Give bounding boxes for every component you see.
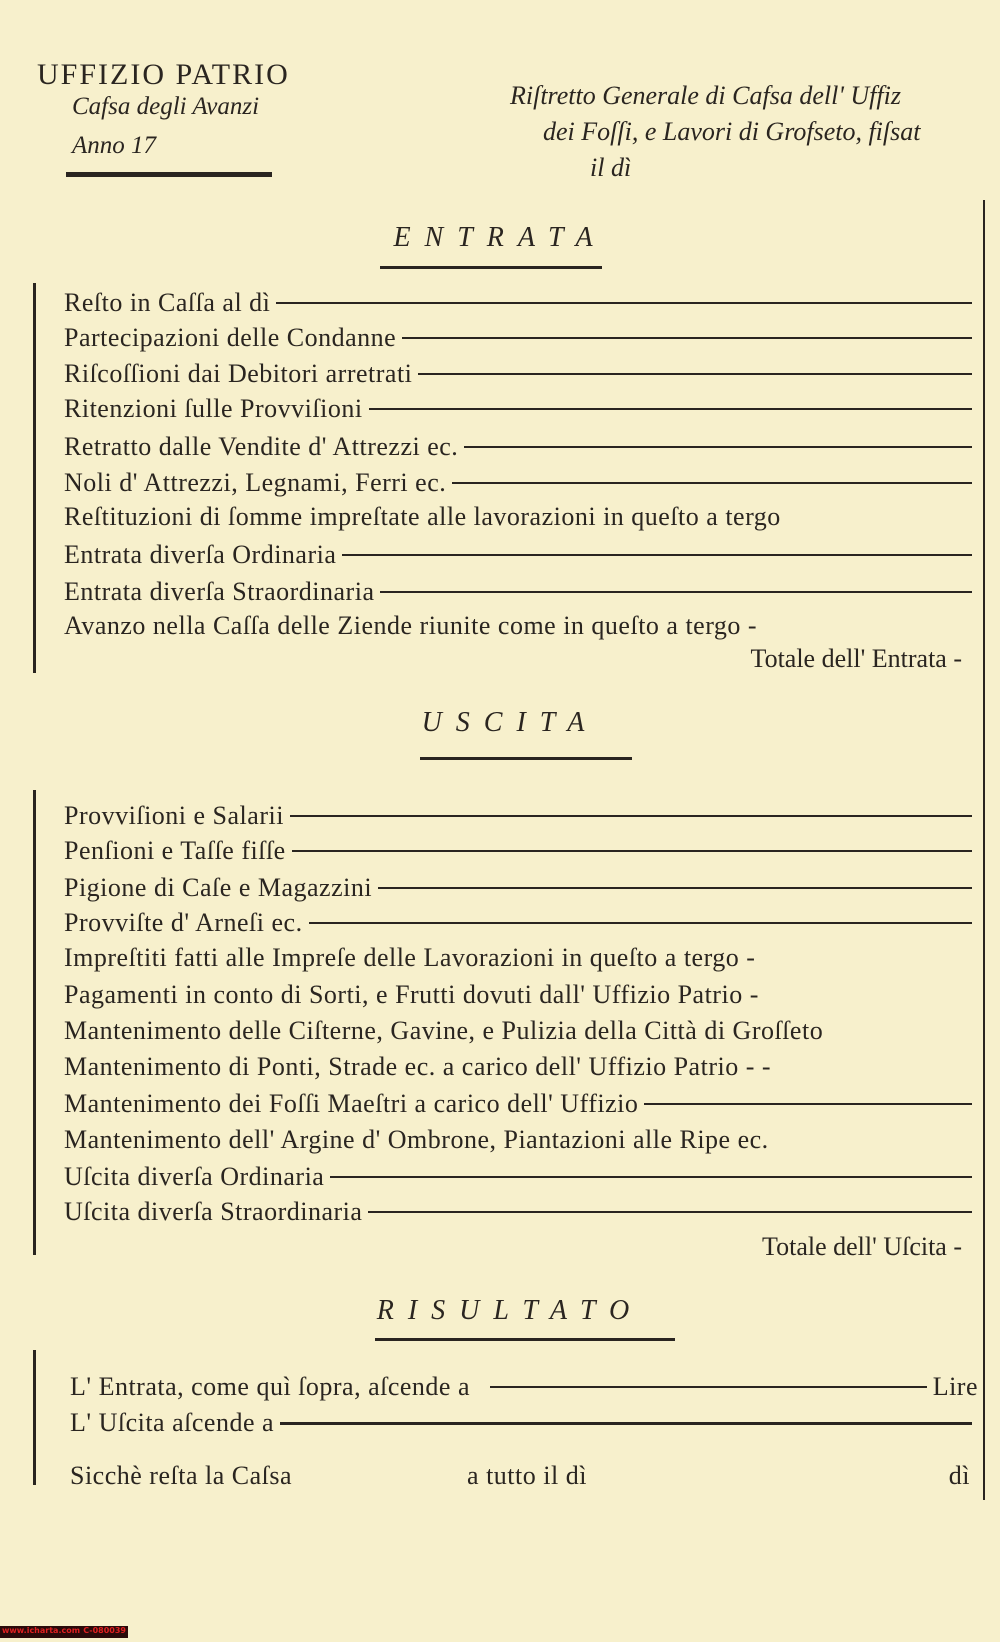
heading-rule (375, 1338, 675, 1341)
row-label: Impreſtiti fatti alle Impreſe delle Lavorazioni in queſto a tergo - (64, 943, 756, 972)
row-label: Mantenimento dell' Argine d' Ombrone, Piantazioni alle Ripe ec. (64, 1125, 769, 1154)
entrata-row (64, 466, 978, 500)
result-entrata-row (70, 1370, 978, 1404)
entrata-row (64, 575, 978, 609)
watermark-code: C-080039 (83, 1626, 126, 1635)
row-label: Pigione di Caſe e Magazzini (64, 873, 373, 902)
watermark-site: www.icharta.com (2, 1626, 81, 1635)
row-label: Riſcoſſioni dai Debitori arretrati (64, 359, 413, 388)
leader-line (290, 815, 972, 817)
leader-line (330, 1176, 972, 1178)
uscita-heading: USCITA (421, 707, 599, 738)
result-sicche-row (70, 1459, 970, 1493)
row-label: L' Entrata, come quì ſopra, aſcende a (70, 1372, 471, 1401)
leader-line (378, 887, 972, 889)
uscita-row (64, 1160, 978, 1194)
uscita-row (64, 978, 978, 1012)
row-label: Entrata diverſa Ordinaria (64, 540, 337, 569)
title-line: dei Foſſi, e Lavori di Grofseto, fiſsat (543, 117, 921, 146)
anno-label: Anno 17 (72, 132, 157, 159)
left-bracket (33, 790, 36, 1255)
row-label: Noli d' Attrezzi, Legnami, Ferri ec. (64, 468, 447, 497)
document-title (510, 78, 920, 186)
row-label: L' Uſcita aſcende a (70, 1408, 275, 1437)
uscita-row (64, 799, 978, 833)
entrata-row (64, 392, 978, 426)
risultato-heading: RISULTATO (376, 1295, 644, 1326)
row-label: Retratto dalle Vendite d' Attrezzi ec. (64, 432, 459, 461)
entrata-row (64, 430, 978, 464)
row-label: Pagamenti in conto di Sorti, e Frutti dovuti dall' Uffizio Patrio - (64, 980, 759, 1009)
leader-line (292, 850, 972, 852)
row-label: Provviſte d' Arneſi ec. (64, 908, 303, 937)
uscita-row (64, 906, 978, 940)
entrata-heading: ENTRATA (393, 222, 607, 253)
currency-label: Lire (932, 1372, 978, 1401)
left-bracket (33, 1350, 36, 1485)
uscita-row (64, 871, 978, 905)
row-label: Penſioni e Taſſe fiſſe (64, 836, 286, 865)
leader-line (380, 591, 972, 593)
uscita-row (64, 1087, 978, 1121)
leader-line (280, 1422, 972, 1425)
cassa-label: Cafsa degli Avanzi (72, 93, 260, 120)
entrata-row (64, 500, 978, 534)
title-line: il dì (590, 153, 632, 182)
heading-rule (380, 266, 602, 269)
date-label: a tutto il dì (467, 1461, 587, 1490)
right-bracket (983, 200, 985, 1500)
leader-line (342, 554, 972, 556)
uscita-row (64, 834, 978, 868)
uscita-row (64, 1123, 978, 1157)
row-label: Reſtituzioni di ſomme impreſtate alle lavorazioni in queſto a tergo (64, 502, 781, 531)
uscita-row (64, 1195, 978, 1229)
row-label: Avanzo nella Caſſa delle Ziende riunite come in queſto a tergo - (64, 611, 758, 640)
leader-line (309, 922, 972, 924)
row-label: Mantenimento dei Foſſi Maeſtri a carico dell' Uffizio (64, 1089, 639, 1118)
leader-line (402, 337, 972, 339)
row-label: Mantenimento di Ponti, Strade ec. a carico dell' Uffizio Patrio - - (64, 1052, 772, 1081)
entrata-row (64, 357, 978, 391)
uscita-row (64, 1014, 978, 1048)
uscita-row (64, 1050, 978, 1084)
row-label: Uſcita diverſa Ordinaria (64, 1162, 325, 1191)
result-uscita-row (70, 1406, 978, 1440)
row-label: Mantenimento delle Ciſterne, Gavine, e Pulizia della Città di Groſſeto (64, 1016, 824, 1045)
leader-line (464, 446, 972, 448)
row-label: Ritenzioni ſulle Provviſioni (64, 394, 363, 423)
entrata-row (64, 538, 978, 572)
entrata-row (64, 609, 978, 643)
header-rule (66, 172, 272, 177)
row-label: Partecipazioni delle Condanne (64, 323, 397, 352)
row-label: Provviſioni e Salarii (64, 801, 284, 830)
leader-line (418, 373, 972, 375)
uscita-row (64, 941, 978, 975)
uscita-total: Totale dell' Uſcita - (762, 1232, 962, 1261)
entrata-row (64, 286, 978, 320)
row-label: Sicchè reſta la Caſsa (70, 1461, 293, 1490)
office-name: UFFIZIO PATRIO (37, 58, 290, 91)
left-bracket (33, 283, 36, 673)
row-label: Uſcita diverſa Straordinaria (64, 1197, 363, 1226)
entrata-total: Totale dell' Entrata - (750, 644, 962, 673)
entrata-row (64, 321, 978, 355)
leader-line (369, 408, 972, 410)
heading-rule (420, 757, 632, 760)
row-label: Entrata diverſa Straordinaria (64, 577, 375, 606)
leader-line (490, 1386, 927, 1388)
leader-line (452, 482, 972, 484)
watermark (0, 1626, 128, 1638)
row-label: Reſto in Caſſa al dì (64, 288, 271, 317)
leader-line (368, 1211, 972, 1213)
title-line: Riſtretto Generale di Cafsa dell' Uffiz (510, 81, 901, 110)
leader-line (276, 302, 972, 304)
leader-line (644, 1103, 972, 1105)
date-label: dì (948, 1461, 970, 1490)
